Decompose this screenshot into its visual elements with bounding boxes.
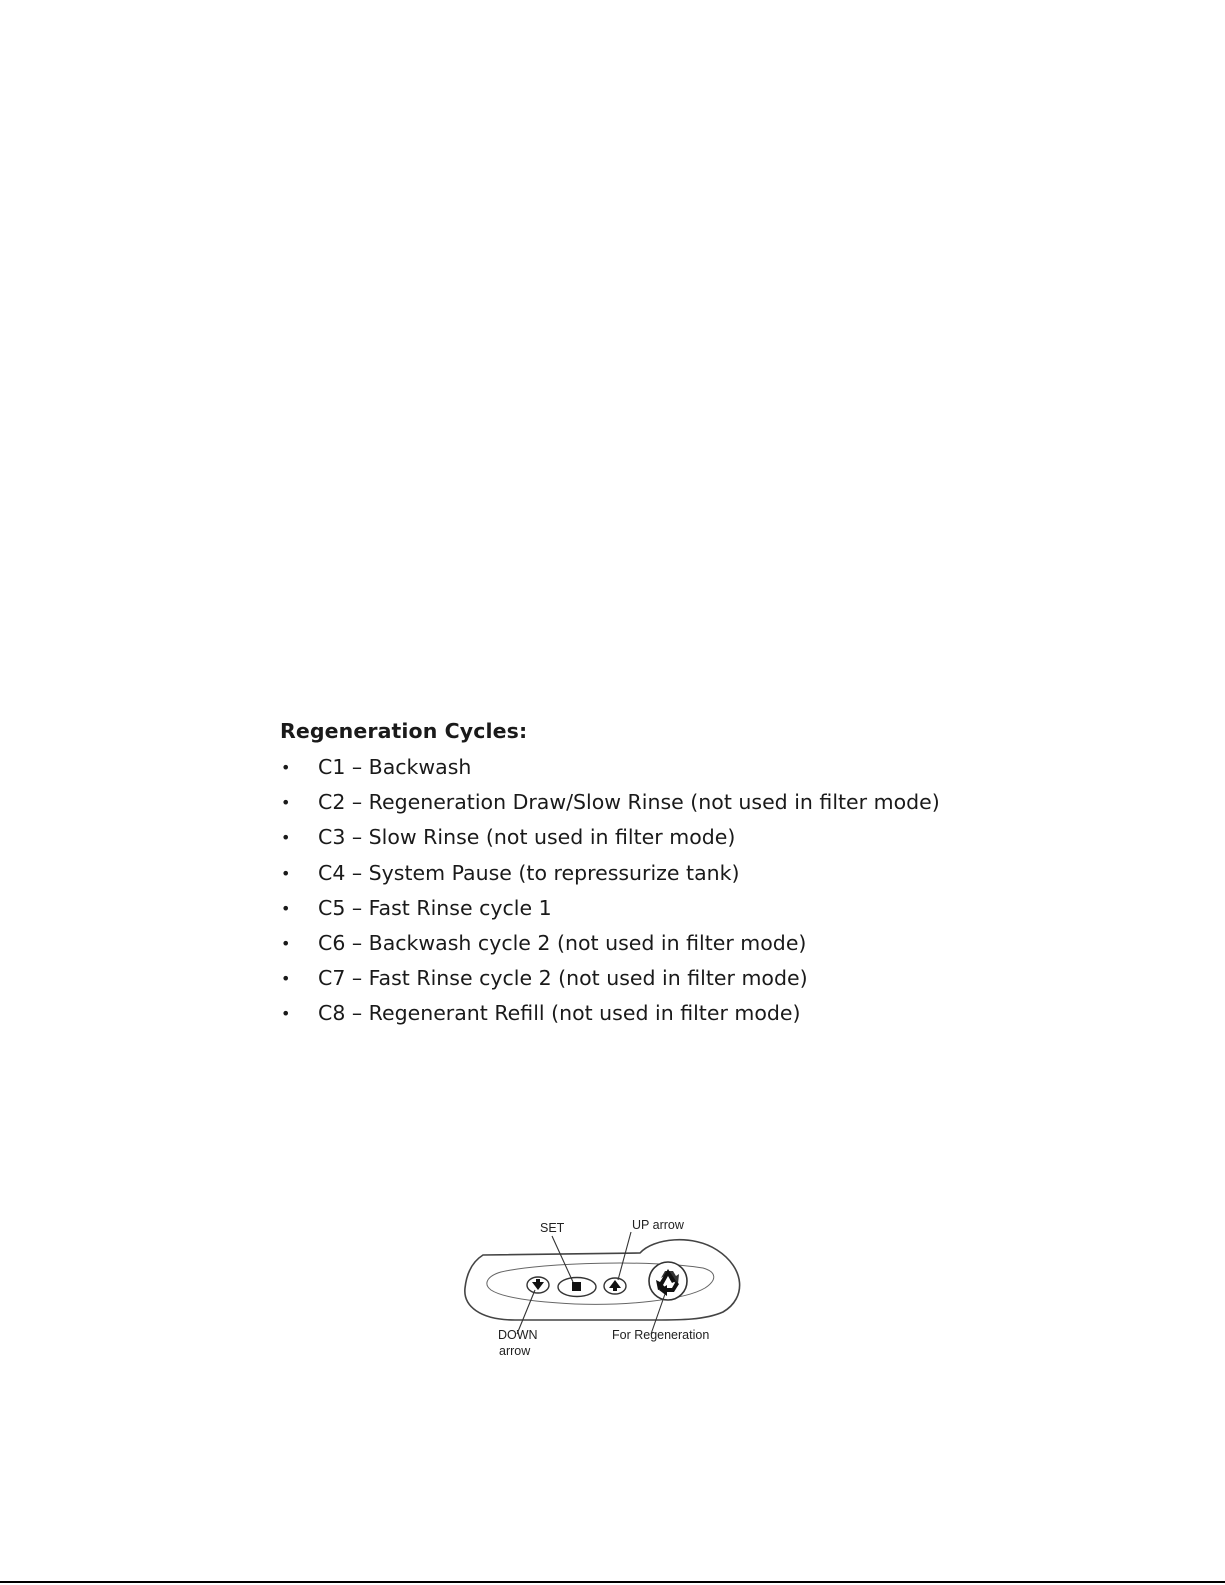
bullet-icon: •: [281, 758, 291, 777]
list-item-text: C3 – Slow Rinse (not used in filter mode): [318, 825, 736, 850]
recycle-icon: [649, 1262, 687, 1300]
down-arrow-label-line1: DOWN: [498, 1328, 538, 1342]
bullet-icon: •: [281, 828, 291, 848]
section-heading: Regeneration Cycles:: [280, 719, 528, 743]
down-arrow-icon: [527, 1277, 549, 1293]
bullet-icon: •: [281, 863, 291, 883]
down-arrow-label-line2: arrow: [499, 1344, 531, 1358]
list-item-text: C4 – System Pause (to repressurize tank): [318, 860, 740, 885]
regeneration-label: For Regeneration: [612, 1328, 710, 1342]
list-item-text: C6 – Backwash cycle 2 (not used in filter mode): [318, 930, 807, 955]
cycle-list: [280, 750, 980, 1032]
control-panel-diagram: [455, 1210, 755, 1370]
list-item: [280, 856, 980, 891]
up-arrow-icon: [604, 1278, 626, 1294]
bullet-icon: •: [281, 933, 291, 953]
bullet-icon: •: [281, 898, 291, 918]
page-bottom-rule: [0, 1581, 1225, 1583]
list-item-text: C8 – Regenerant Refill (not used in filter mode): [318, 1001, 801, 1026]
list-item: [280, 926, 980, 961]
regeneration-cycles-section: [280, 716, 980, 1032]
set-square-icon: [558, 1278, 596, 1297]
list-item-text: C2 – Regeneration Draw/Slow Rinse (not used in filter mode): [318, 790, 940, 815]
list-item: [280, 820, 980, 855]
up-arrow-label: UP arrow: [632, 1218, 684, 1232]
list-item-text: C5 – Fast Rinse cycle 1: [318, 895, 552, 920]
list-item: [280, 785, 980, 820]
set-label: SET: [540, 1221, 565, 1235]
list-item-text: C1 – Backwash: [318, 755, 472, 779]
bullet-icon: •: [281, 1004, 291, 1024]
bullet-icon: •: [281, 969, 291, 989]
list-item: [280, 996, 980, 1031]
list-item: [280, 750, 980, 785]
panel-housing-outline: [465, 1240, 740, 1320]
bullet-icon: •: [281, 793, 291, 813]
list-item-text: C7 – Fast Rinse cycle 2 (not used in filter mode): [318, 966, 808, 991]
list-item: [280, 961, 980, 996]
list-item: [280, 891, 980, 926]
